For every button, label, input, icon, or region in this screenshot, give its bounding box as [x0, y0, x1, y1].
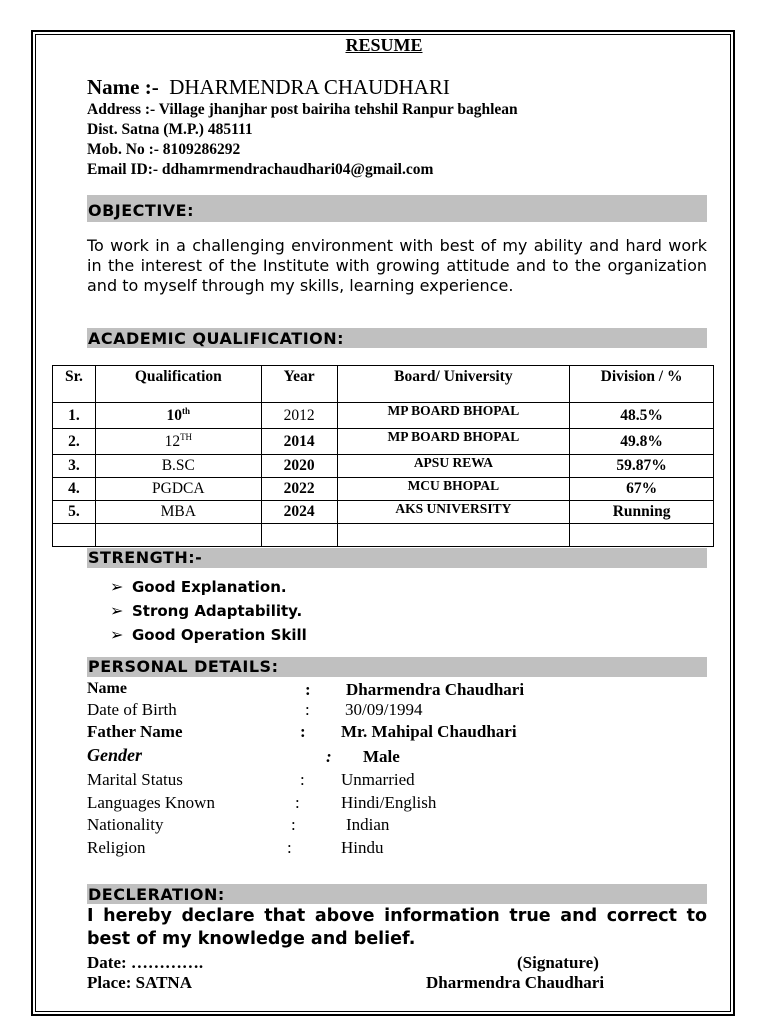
- marital-value: Unmarried: [341, 770, 415, 789]
- date-field: Date: ………….: [87, 953, 204, 972]
- colon: :: [295, 793, 300, 812]
- languages-label: Languages Known: [87, 793, 215, 812]
- cell-sr: 3.: [53, 455, 96, 478]
- declaration-heading: DECLERATION:: [87, 884, 707, 904]
- cell-division: 49.8%: [570, 429, 714, 455]
- header-board: Board/ University: [337, 366, 570, 403]
- strength-item: ➢ Strong Adaptability.: [110, 601, 303, 620]
- father-value: Mr. Mahipal Chaudhari: [341, 722, 517, 741]
- address-line-2: Dist. Satna (M.P.) 485111: [87, 121, 253, 138]
- nationality-value: Indian: [346, 815, 390, 834]
- cell-board: MCU BHOPAL: [337, 478, 570, 501]
- signature-label: (Signature): [517, 953, 599, 972]
- signer-name: Dharmendra Chaudhari: [426, 973, 605, 992]
- marital-label: Marital Status: [87, 770, 183, 789]
- gender-value: Male: [363, 747, 400, 766]
- cell-year: 2014: [261, 429, 337, 455]
- personal-name-value: Dharmendra Chaudhari: [346, 680, 525, 699]
- table-row-empty: [53, 524, 714, 547]
- religion-value: Hindu: [341, 838, 384, 857]
- cell-year: 2024: [261, 501, 337, 524]
- cell-sr: 1.: [53, 403, 96, 429]
- colon: :: [291, 815, 296, 834]
- cell-year: 2012: [261, 403, 337, 429]
- colon: :: [287, 838, 292, 857]
- academic-heading: ACADEMIC QUALIFICATION:: [87, 328, 707, 348]
- personal-heading: PERSONAL DETAILS:: [87, 657, 707, 677]
- header-qualification: Qualification: [95, 366, 261, 403]
- table-row: [53, 455, 714, 478]
- arrow-bullet-icon: ➢: [110, 625, 124, 644]
- academic-table: [52, 365, 714, 547]
- cell-division: Running: [570, 501, 714, 524]
- cell-year: 2022: [261, 478, 337, 501]
- address-line-1: Address :- Village jhanjhar post bairiha tehshil Ranpur baghlean: [87, 101, 518, 118]
- colon: :: [305, 700, 310, 719]
- colon: :: [300, 722, 306, 741]
- arrow-bullet-icon: ➢: [110, 601, 124, 620]
- document-title: RESUME: [345, 35, 423, 55]
- cell-board: MP BOARD BHOPAL: [337, 403, 570, 429]
- strength-item: ➢ Good Operation Skill: [110, 625, 307, 644]
- place-field: Place: SATNA: [87, 973, 192, 992]
- dob-value: 30/09/1994: [345, 700, 423, 719]
- cell-board: AKS UNIVERSITY: [337, 501, 570, 524]
- cell-division: 67%: [570, 478, 714, 501]
- cell-sr: 4.: [53, 478, 96, 501]
- cell-division: 48.5%: [570, 403, 714, 429]
- cell-division: 59.87%: [570, 455, 714, 478]
- table-row: [53, 403, 714, 429]
- cell-qualification: B.SC: [95, 455, 261, 478]
- arrow-bullet-icon: ➢: [110, 577, 124, 596]
- languages-value: Hindi/English: [341, 793, 437, 812]
- gender-label: Gender: [87, 745, 142, 765]
- table-row: [53, 478, 714, 501]
- dob-label: Date of Birth: [87, 700, 177, 719]
- mobile-number: Mob. No :- 8109286292: [87, 141, 241, 158]
- objective-text: To work in a challenging environment with best of my ability and hard work in the interest of the Institute with growing attitude and to the organization and to myself through my skills, learning experience.: [87, 236, 707, 295]
- table-row: [53, 429, 714, 455]
- cell-qualification: 12TH: [95, 429, 261, 455]
- name-label: Name :-: [87, 75, 159, 99]
- name-value: DHARMENDRA CHAUDHARI: [169, 75, 450, 99]
- cell-year: 2020: [261, 455, 337, 478]
- cell-sr: 5.: [53, 501, 96, 524]
- strength-item: ➢ Good Explanation.: [110, 577, 287, 596]
- strength-heading: STRENGTH:-: [87, 548, 707, 568]
- email-address: Email ID:- ddhamrmendrachaudhari04@gmail.com: [87, 161, 434, 178]
- header-sr: Sr.: [53, 366, 96, 403]
- table-row: [53, 501, 714, 524]
- cell-sr: 2.: [53, 429, 96, 455]
- cell-qualification: MBA: [95, 501, 261, 524]
- header-year: Year: [261, 366, 337, 403]
- header-division: Division / %: [570, 366, 714, 403]
- religion-label: Religion: [87, 838, 146, 857]
- colon: :: [300, 770, 305, 789]
- colon: :: [305, 680, 311, 699]
- colon: :: [326, 747, 332, 766]
- nationality-label: Nationality: [87, 815, 164, 834]
- name-line: [87, 75, 450, 100]
- table-header-row: [53, 366, 714, 403]
- cell-board: APSU REWA: [337, 455, 570, 478]
- personal-name-label: Name: [87, 680, 127, 697]
- cell-qualification: 10th: [95, 403, 261, 429]
- cell-qualification: PGDCA: [95, 478, 261, 501]
- father-label: Father Name: [87, 722, 183, 741]
- cell-board: MP BOARD BHOPAL: [337, 429, 570, 455]
- declaration-text: I hereby declare that above information true and correct to best of my knowledge and belief.: [87, 906, 707, 949]
- objective-heading: OBJECTIVE:: [87, 195, 707, 222]
